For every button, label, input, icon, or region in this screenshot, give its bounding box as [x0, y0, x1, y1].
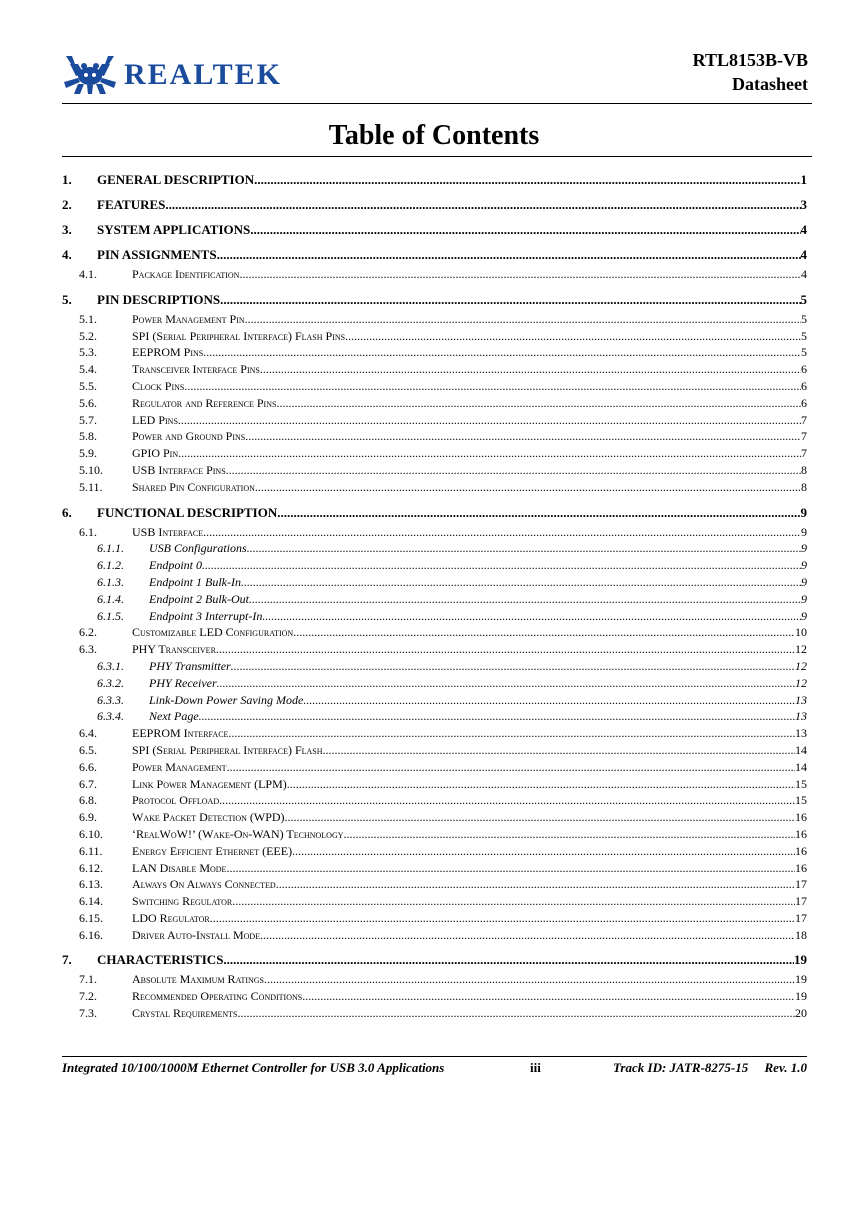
toc-leader-dots: [247, 540, 801, 557]
toc-leader-dots: [227, 759, 795, 776]
toc-entry-number: 5.4.: [79, 362, 97, 377]
toc-entry-page: 18: [795, 927, 807, 942]
document-type: Datasheet: [732, 74, 808, 94]
toc-entry-title: Driver Auto-Install Mode: [132, 927, 261, 942]
toc-entry-number: 6.14.: [79, 894, 103, 909]
toc-entry[interactable]: [62, 893, 807, 910]
toc-entry[interactable]: [62, 196, 807, 213]
toc-entry-page: 6: [801, 362, 807, 377]
toc-entry-number: 7.1.: [79, 972, 97, 987]
toc-entry-title: Absolute Maximum Ratings: [132, 972, 265, 987]
toc-entry-page: 10: [795, 625, 807, 640]
toc-entry-title: LAN Disable Mode: [132, 860, 227, 875]
toc-entry-title: Wake Packet Detection (WPD): [132, 810, 285, 825]
toc-entry-number: 6.7.: [79, 776, 97, 791]
header-divider: [62, 103, 812, 104]
toc-entry-page: 8: [801, 462, 807, 477]
toc-entry-page: 9: [801, 524, 807, 539]
toc-entry-title: ‘RealWoW!’ (Wake-On-WAN) Technology: [132, 826, 344, 841]
toc-entry-number: 5.5.: [79, 378, 97, 393]
toc-entry[interactable]: [62, 412, 807, 429]
toc-entry[interactable]: [62, 742, 807, 759]
toc-entry-page: 17: [795, 877, 807, 892]
toc-entry[interactable]: [62, 1005, 807, 1022]
toc-entry-title: Switching Regulator: [132, 894, 233, 909]
toc-leader-dots: [231, 658, 795, 675]
toc-entry-number: 6.3.1.: [97, 658, 124, 673]
toc-entry-number: 4.: [62, 247, 72, 262]
toc-entry-title: PHY Transceiver: [132, 642, 216, 657]
toc-entry-title: USB Interface: [132, 524, 204, 539]
toc-entry-page: 9: [801, 608, 807, 623]
toc-entry-number: 6.1.1.: [97, 541, 124, 556]
title-divider: [62, 156, 812, 157]
toc-leader-dots: [245, 428, 801, 445]
toc-entry[interactable]: [62, 971, 807, 988]
toc-entry-number: 6.: [62, 504, 72, 520]
toc-entry[interactable]: [62, 462, 807, 479]
toc-entry-title: Power and Ground Pins: [132, 429, 246, 444]
page-footer: [62, 1060, 807, 1078]
toc-leader-dots: [165, 196, 800, 213]
toc-entry-number: 6.6.: [79, 759, 97, 774]
toc-entry-page: 15: [795, 793, 807, 808]
toc-entry-number: 7.: [62, 952, 72, 968]
toc-entry-title: Clock Pins: [132, 378, 185, 393]
toc-entry[interactable]: [62, 608, 807, 625]
toc-entry-title: Endpoint 0: [149, 558, 202, 573]
toc-entry-page: 14: [795, 742, 807, 757]
toc-entry-page: 16: [795, 860, 807, 875]
toc-entry-title: Energy Efficient Ethernet (EEE): [132, 843, 293, 858]
toc-entry-number: 6.1.2.: [97, 558, 124, 573]
toc-entry[interactable]: [62, 591, 807, 608]
toc-entry-page: 19: [795, 972, 807, 987]
toc-entry[interactable]: [62, 675, 807, 692]
toc-entry-title: SYSTEM APPLICATIONS: [97, 222, 251, 237]
toc-entry-title: Power Management Pin: [132, 311, 245, 326]
toc-entry[interactable]: [62, 876, 807, 893]
toc-leader-dots: [250, 221, 800, 238]
toc-entry-number: 5.9.: [79, 446, 97, 461]
toc-leader-dots: [345, 328, 801, 345]
toc-entry[interactable]: [62, 776, 807, 793]
toc-entry-page: 17: [795, 894, 807, 909]
toc-entry-page: 12: [795, 642, 807, 657]
toc-entry-title: Link Power Management (LPM): [132, 776, 287, 791]
toc-entry-page: 12: [795, 658, 807, 673]
toc-leader-dots: [223, 951, 794, 968]
toc-entry-page: 5: [801, 345, 807, 360]
toc-entry-page: 4: [800, 222, 807, 237]
toc-entry[interactable]: [62, 328, 807, 345]
toc-entry-page: 15: [795, 776, 807, 791]
toc-entry-title: CHARACTERISTICS: [97, 952, 224, 968]
toc-entry[interactable]: [62, 792, 807, 809]
toc-leader-dots: [199, 708, 795, 725]
toc-entry-number: 2.: [62, 197, 72, 212]
toc-entry-number: 6.15.: [79, 910, 103, 925]
toc-entry[interactable]: [62, 361, 807, 378]
toc-leader-dots: [226, 860, 795, 877]
toc-entry-page: 16: [795, 843, 807, 858]
toc-entry[interactable]: [62, 910, 807, 927]
toc-entry-page: 7: [801, 412, 807, 427]
toc-entry-title: USB Interface Pins: [132, 462, 226, 477]
toc-entry-number: 3.: [62, 222, 72, 237]
toc-entry-number: 5.6.: [79, 395, 97, 410]
toc-entry-title: SPI (Serial Peripheral Interface) Flash Pins: [132, 328, 346, 343]
footer-divider: [62, 1056, 807, 1057]
toc-entry-page: 19: [795, 989, 807, 1004]
toc-entry-title: Regulator and Reference Pins: [132, 395, 277, 410]
toc-entry[interactable]: [62, 524, 807, 541]
toc-entry-page: 5: [800, 291, 807, 307]
toc-leader-dots: [220, 291, 800, 308]
page-header: [62, 46, 808, 104]
toc-entry[interactable]: [62, 311, 807, 328]
toc-entry-page: 17: [795, 910, 807, 925]
toc-entry-number: 6.8.: [79, 793, 97, 808]
toc-entry[interactable]: [62, 540, 807, 557]
toc-entry-number: 6.1.5.: [97, 608, 124, 623]
toc-leader-dots: [178, 445, 801, 462]
toc-entry-number: 1.: [62, 172, 72, 187]
toc-leader-dots: [217, 675, 795, 692]
toc-entry[interactable]: [62, 221, 807, 238]
toc-leader-dots: [216, 641, 795, 658]
toc-entry[interactable]: [62, 708, 807, 725]
toc-entry-number: 6.1.3.: [97, 574, 124, 589]
toc-entry-title: PHY Receiver: [149, 675, 217, 690]
toc-leader-dots: [276, 395, 801, 412]
toc-leader-dots: [241, 574, 801, 591]
toc-entry-number: 7.2.: [79, 989, 97, 1004]
toc-entry-title: Recommended Operating Conditions: [132, 989, 303, 1004]
toc-entry-title: FUNCTIONAL DESCRIPTION: [97, 504, 278, 520]
footer-track-id: Track ID: JATR-8275-15 Rev. 1.0: [612, 1060, 807, 1075]
table-of-contents: [62, 163, 807, 1022]
toc-leader-dots: [210, 910, 795, 927]
toc-entry-number: 6.13.: [79, 877, 103, 892]
toc-entry-number: 5.10.: [79, 462, 103, 477]
toc-entry-page: 13: [795, 709, 807, 724]
toc-entry-number: 6.10.: [79, 826, 103, 841]
toc-entry[interactable]: [62, 826, 807, 843]
toc-entry-page: 7: [801, 446, 807, 461]
toc-leader-dots: [219, 792, 795, 809]
toc-entry[interactable]: [62, 266, 807, 283]
toc-leader-dots: [178, 412, 801, 429]
toc-entry-title: Package Identification: [132, 267, 240, 281]
toc-entry-page: 19: [794, 952, 807, 968]
toc-leader-dots: [228, 725, 795, 742]
brand-name: REALTEK: [124, 58, 282, 91]
toc-entry[interactable]: [62, 809, 807, 826]
realtek-logo: [62, 50, 282, 98]
toc-entry[interactable]: [62, 428, 807, 445]
toc-entry-title: Power Management: [132, 759, 227, 774]
toc-leader-dots: [292, 843, 795, 860]
toc-entry-page: 9: [801, 574, 807, 589]
toc-leader-dots: [262, 608, 801, 625]
toc-entry[interactable]: [62, 246, 807, 263]
toc-entry-title: PIN ASSIGNMENTS: [97, 247, 217, 262]
toc-entry-page: 16: [795, 826, 807, 841]
toc-entry-page: 13: [795, 692, 807, 707]
toc-entry-title: Crystal Requirements: [132, 1006, 238, 1021]
toc-entry[interactable]: [62, 378, 807, 395]
toc-entry[interactable]: [62, 692, 807, 709]
toc-entry-title: PHY Transmitter: [149, 658, 231, 673]
toc-entry-title: SPI (Serial Peripheral Interface) Flash: [132, 742, 323, 757]
toc-entry-number: 6.16.: [79, 927, 103, 942]
toc-leader-dots: [232, 893, 795, 910]
toc-entry-title: FEATURES: [97, 197, 166, 212]
toc-entry-title: EEPROM Pins: [132, 345, 204, 360]
toc-entry-title: Transceiver Interface Pins: [132, 362, 260, 377]
toc-entry-number: 5.1.: [79, 311, 97, 326]
toc-entry[interactable]: [62, 344, 807, 361]
toc-entry-title: Customizable LED Configuration: [132, 625, 294, 640]
toc-entry[interactable]: [62, 504, 807, 521]
toc-entry[interactable]: [62, 860, 807, 877]
toc-entry[interactable]: [62, 624, 807, 641]
toc-entry-page: 5: [801, 311, 807, 326]
toc-leader-dots: [260, 361, 801, 378]
toc-leader-dots: [302, 988, 795, 1005]
toc-leader-dots: [203, 344, 801, 361]
toc-entry[interactable]: [62, 395, 807, 412]
toc-entry-number: 6.3.3.: [97, 692, 124, 707]
toc-entry[interactable]: [62, 759, 807, 776]
toc-entry-page: 9: [801, 591, 807, 606]
toc-leader-dots: [276, 876, 795, 893]
toc-entry-page: 1: [800, 172, 807, 187]
page-title: Table of Contents: [328, 120, 540, 151]
toc-entry-number: 6.3.: [79, 642, 97, 657]
toc-leader-dots: [255, 479, 801, 496]
toc-entry-title: Endpoint 1 Bulk-In: [149, 574, 241, 589]
toc-entry-title: Always On Always Connected: [132, 877, 276, 892]
toc-entry-number: 5.2.: [79, 328, 97, 343]
toc-leader-dots: [254, 171, 800, 188]
toc-leader-dots: [203, 524, 801, 541]
toc-entry-page: 16: [795, 810, 807, 825]
toc-entry-number: 6.9.: [79, 810, 97, 825]
toc-entry[interactable]: [62, 927, 807, 944]
toc-entry-page: 13: [795, 726, 807, 741]
footer-page-number: iii: [530, 1060, 541, 1075]
toc-entry-page: 6: [801, 395, 807, 410]
document-id: RTL8153B-VB: [692, 50, 808, 70]
toc-entry-number: 6.5.: [79, 742, 97, 757]
toc-entry[interactable]: [62, 445, 807, 462]
toc-entry-title: LED Pins: [132, 412, 178, 427]
document-id-block: [693, 48, 808, 96]
toc-entry[interactable]: [62, 725, 807, 742]
toc-entry-page: 9: [800, 504, 807, 520]
toc-entry-title: Endpoint 2 Bulk-Out: [149, 591, 249, 606]
toc-entry-number: 6.4.: [79, 726, 97, 741]
toc-entry-number: 6.1.4.: [97, 591, 124, 606]
toc-entry-number: 6.12.: [79, 860, 103, 875]
toc-entry-number: 6.3.2.: [97, 675, 124, 690]
toc-leader-dots: [239, 266, 801, 283]
footer-product-description: Integrated 10/100/1000M Ethernet Controller for USB 3.0 Applications: [62, 1060, 445, 1075]
toc-leader-dots: [245, 311, 801, 328]
toc-leader-dots: [184, 378, 801, 395]
toc-entry[interactable]: [62, 291, 807, 308]
toc-leader-dots: [217, 246, 801, 263]
toc-entry-number: 5.: [62, 291, 72, 307]
toc-leader-dots: [277, 504, 800, 521]
toc-leader-dots: [202, 557, 801, 574]
toc-entry[interactable]: [62, 557, 807, 574]
toc-entry-page: 9: [801, 558, 807, 573]
toc-entry[interactable]: [62, 988, 807, 1005]
toc-entry-title: EEPROM Interface: [132, 726, 229, 741]
toc-leader-dots: [249, 591, 801, 608]
toc-leader-dots: [226, 462, 801, 479]
toc-entry-number: 6.2.: [79, 625, 97, 640]
toc-leader-dots: [303, 692, 795, 709]
toc-entry-title: Link-Down Power Saving Mode: [149, 692, 304, 707]
toc-entry[interactable]: [62, 843, 807, 860]
toc-leader-dots: [293, 624, 795, 641]
toc-entry-number: 5.7.: [79, 412, 97, 427]
toc-entry-title: LDO Regulator: [132, 910, 210, 925]
toc-entry[interactable]: [62, 171, 807, 188]
toc-entry[interactable]: [62, 574, 807, 591]
toc-entry-page: 7: [801, 429, 807, 444]
toc-leader-dots: [287, 776, 795, 793]
toc-entry[interactable]: [62, 641, 807, 658]
toc-entry-title: USB Configurations: [149, 541, 247, 556]
toc-entry-title: Next Page: [149, 709, 199, 724]
toc-entry-page: 5: [801, 328, 807, 343]
toc-entry-number: 4.1.: [79, 267, 97, 281]
toc-entry-title: Protocol Offload: [132, 793, 220, 808]
toc-entry-page: 3: [800, 197, 807, 212]
toc-entry-number: 7.3.: [79, 1006, 97, 1021]
toc-entry[interactable]: [62, 658, 807, 675]
toc-entry-number: 5.3.: [79, 345, 97, 360]
toc-entry-page: 6: [801, 378, 807, 393]
toc-entry-number: 6.1.: [79, 524, 97, 539]
toc-entry-page: 9: [801, 541, 807, 556]
toc-entry-page: 14: [795, 759, 807, 774]
toc-entry[interactable]: [62, 951, 807, 968]
toc-entry-title: Shared Pin Configuration: [132, 479, 255, 494]
toc-entry-number: 5.11.: [79, 479, 103, 494]
toc-entry-number: 6.11.: [79, 843, 103, 858]
toc-entry-title: GENERAL DESCRIPTION: [97, 172, 255, 187]
toc-entry-title: GPIO Pin: [132, 446, 179, 461]
toc-leader-dots: [323, 742, 795, 759]
toc-entry-page: 4: [800, 247, 807, 262]
toc-entry-title: PIN DESCRIPTIONS: [97, 291, 221, 307]
toc-entry[interactable]: [62, 479, 807, 496]
toc-leader-dots: [237, 1005, 795, 1022]
toc-leader-dots: [285, 809, 795, 826]
toc-entry-title: Endpoint 3 Interrupt-In: [149, 608, 263, 623]
toc-entry-page: 12: [795, 675, 807, 690]
toc-entry-number: 5.8.: [79, 429, 97, 444]
toc-entry-page: 8: [801, 479, 807, 494]
toc-entry-page: 20: [795, 1006, 807, 1021]
toc-entry-number: 6.3.4.: [97, 709, 124, 724]
crab-logo-icon: [62, 52, 118, 96]
toc-leader-dots: [264, 971, 795, 988]
toc-entry-page: 4: [801, 267, 807, 281]
toc-leader-dots: [344, 826, 796, 843]
toc-leader-dots: [260, 927, 795, 944]
